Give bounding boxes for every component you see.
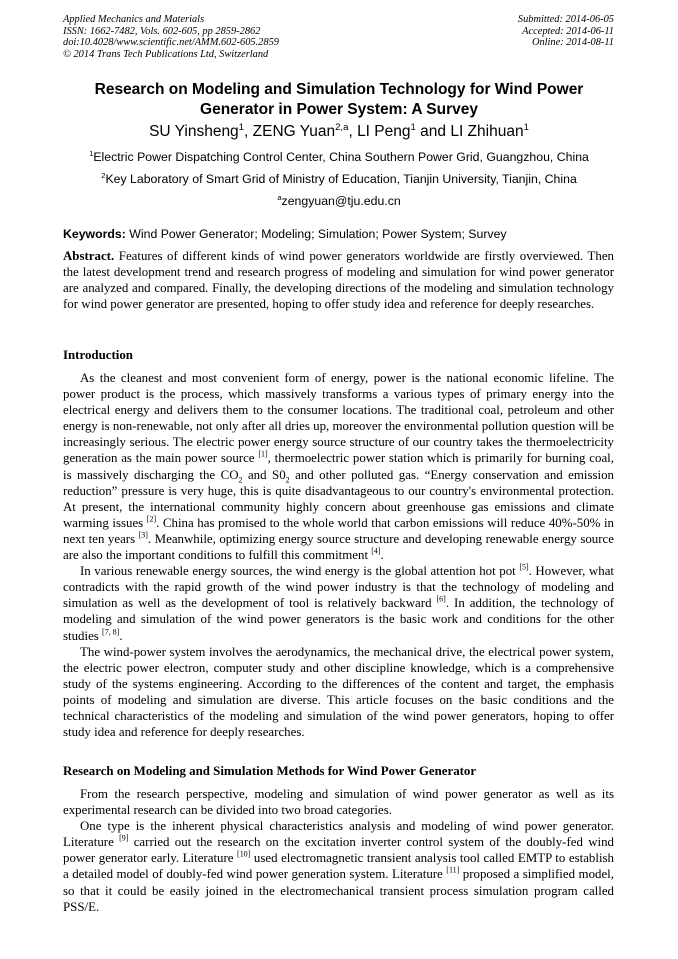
citation-link[interactable]: [1] [258, 450, 268, 460]
paragraph [63, 563, 614, 643]
paragraph: The wind-power system involves the aerodynamics, the mechanical drive, the electrical power system, the electric power electron, computer study and other discipline knowledge, which is a comprehensive study of the systems engineering. According to the differences of the content and target, the emphasis points of modeling and simulation are diverse. This article focuses on the basic conditions and the technical characteristics of the modeling and simulation of the wind power generators, hoping to offer study idea and reference for deeply researches. [63, 644, 614, 740]
methods-body [63, 786, 614, 915]
section-heading-methods: Research on Modeling and Simulation Methods for Wind Power Generator [63, 764, 477, 778]
paragraph-text: carried out the research on the excitation inverter control system of the doubly-fed wind power generator early. Literature [63, 835, 614, 866]
author-separator: and [415, 123, 451, 140]
citation-link[interactable]: [6] [436, 595, 446, 605]
paragraph [63, 370, 614, 563]
abstract-label: Abstract. [63, 249, 115, 263]
keywords-text: Wind Power Generator; Modeling; Simulation; Power System; Survey [125, 227, 507, 241]
journal-name: Applied Mechanics and Materials [63, 14, 205, 25]
author-name: LI Zhihuan [450, 123, 524, 140]
paragraph [63, 818, 614, 915]
author-name: SU Yinsheng [149, 123, 239, 140]
paragraph-text: One type is the inherent physical characteristics analysis and modeling of wind power generator. Literature [63, 819, 614, 850]
subscript: 2 [285, 475, 290, 485]
paragraph-text: , thermoelectric power station which is primarily for burning coal, is massively discharging the CO [63, 451, 614, 482]
citation-link[interactable]: [10] [237, 850, 251, 860]
affiliation-mark: 2 [101, 170, 106, 180]
affiliation-text: Key Laboratory of Smart Grid of Ministry of Education, Tianjin University, Tianjin, China [105, 172, 577, 186]
author-name: LI Peng [357, 123, 411, 140]
journal-issn: ISSN: 1662-7482, Vols. 602-605, pp 2859-2862 [63, 25, 261, 37]
paragraph-text: . [380, 548, 384, 563]
paragraph-text: . China has promised to the whole world that carbon emissions will reduce 40%-50% in next ten years [63, 515, 614, 546]
affiliation-1 [40, 149, 638, 165]
citation-link[interactable]: [11] [446, 866, 460, 876]
paragraph-text: In various renewable energy sources, the wind energy is the global attention hot pot [80, 564, 520, 579]
keywords [63, 226, 615, 242]
affiliation-text: Electric Power Dispatching Control Center, China Southern Power Grid, Guangzhou, China [93, 150, 589, 164]
title-line-2: Generator in Power System: A Survey [200, 101, 478, 118]
citation-link[interactable]: [5] [519, 562, 529, 572]
paragraph-text: . Meanwhile, optimizing energy source structure and developing renewable energy source are also the important conditions to fulfill this commitment [63, 531, 614, 563]
paper-title [40, 80, 638, 120]
title-line-1: Research on Modeling and Simulation Technology for Wind Power [94, 81, 584, 98]
paragraph-text: . [119, 628, 123, 643]
keywords-label: Keywords: [63, 227, 126, 241]
paragraph-text: As the cleanest and most convenient form of energy, power is the national economic lifeline. The power product is the process, which massively transforms a various types of primary energy into the electrical energy and delivers them to the consumer locations. The traditional coal, petroleum and other energy is non-renewable, not only after all dries up, moreover the environmental pollution question will be increasingly serious. The electric power energy source structure of our country takes the thermoelectricity generation as the main power source [63, 371, 614, 466]
author-name: ZENG Yuan [252, 123, 336, 140]
journal-doi: doi:10.4028/www.scientific.net/AMM.602-605.2859 [63, 37, 279, 48]
email-mark: a [277, 192, 282, 202]
paragraph-text: and other polluted gas. “Energy conservation and emission reduction” pressure is very huge, this is quite disadvantageous to our country's environmental protection. At present, the international community highly concern about greenhouse gas emissions and climate warming issues [63, 467, 614, 530]
section-heading-introduction: Introduction [63, 348, 133, 362]
journal-copyright: © 2014 Trans Tech Publications Ltd, Switzerland [63, 48, 269, 60]
author-affiliation-mark: 1 [238, 121, 245, 133]
citation-link[interactable]: [4] [371, 546, 381, 556]
abstract-text: Features of different kinds of wind power generators worldwide are firstly overviewed. Then the latest development trend and research progress of modeling and simulation for wind power generator are analyzed and compared. Finally, the developing directions of the modeling and simulation technology for wind power generator are presented, hoping to offer study idea and reference for deeply researches. [63, 249, 614, 312]
paragraph: From the research perspective, modeling and simulation of wind power generator as well as its experimental research can be divided into two broad categories. [63, 787, 614, 818]
author-affiliation-mark: 1 [523, 121, 529, 133]
subscript: 2 [238, 475, 243, 485]
affiliation-2 [40, 171, 638, 187]
submitted-date: Submitted: 2014-06-05 [517, 14, 614, 25]
introduction-body [63, 370, 614, 740]
abstract [63, 248, 614, 312]
citation-link[interactable]: [7, 8] [102, 627, 120, 637]
author-affiliation-mark: 1 [410, 121, 416, 133]
corresponding-email [40, 193, 638, 209]
author-separator: , [244, 123, 253, 140]
author-separator: , [348, 123, 358, 140]
email-link[interactable]: zengyuan@tju.edu.cn [281, 194, 401, 208]
journal-header-right [518, 14, 614, 49]
affiliation-mark: 1 [89, 148, 94, 158]
paragraph-text: . In addition, the technology of modeling and simulation of the wind power generators is the basic work and conditions for the other studies [63, 596, 614, 643]
paragraph-text: proposed a simplified model, so that it could be easily joined in the electromechanical transient process simulation program called PSS/E. [63, 867, 614, 914]
citation-link[interactable]: [9] [119, 833, 129, 843]
author-list [40, 121, 638, 143]
accepted-date: Accepted: 2014-06-11 [522, 25, 614, 37]
online-date: Online: 2014-08-11 [531, 37, 614, 48]
paragraph-text: and S0 [242, 467, 286, 482]
citation-link[interactable]: [3] [138, 530, 148, 540]
author-affiliation-mark: 2,a [335, 121, 349, 133]
paragraph-text: used electromagnetic transient analysis tool called EMTP to establish a detailed model of doubly-fed wind power generation system. Literature [63, 851, 614, 882]
paragraph-text: . However, what contradicts with the rapid growth of the wind power industry is that the technology of modeling and simulation as well as the development of tool is relatively backward [63, 564, 614, 611]
journal-header-left [63, 14, 279, 60]
citation-link[interactable]: [2] [146, 514, 157, 524]
